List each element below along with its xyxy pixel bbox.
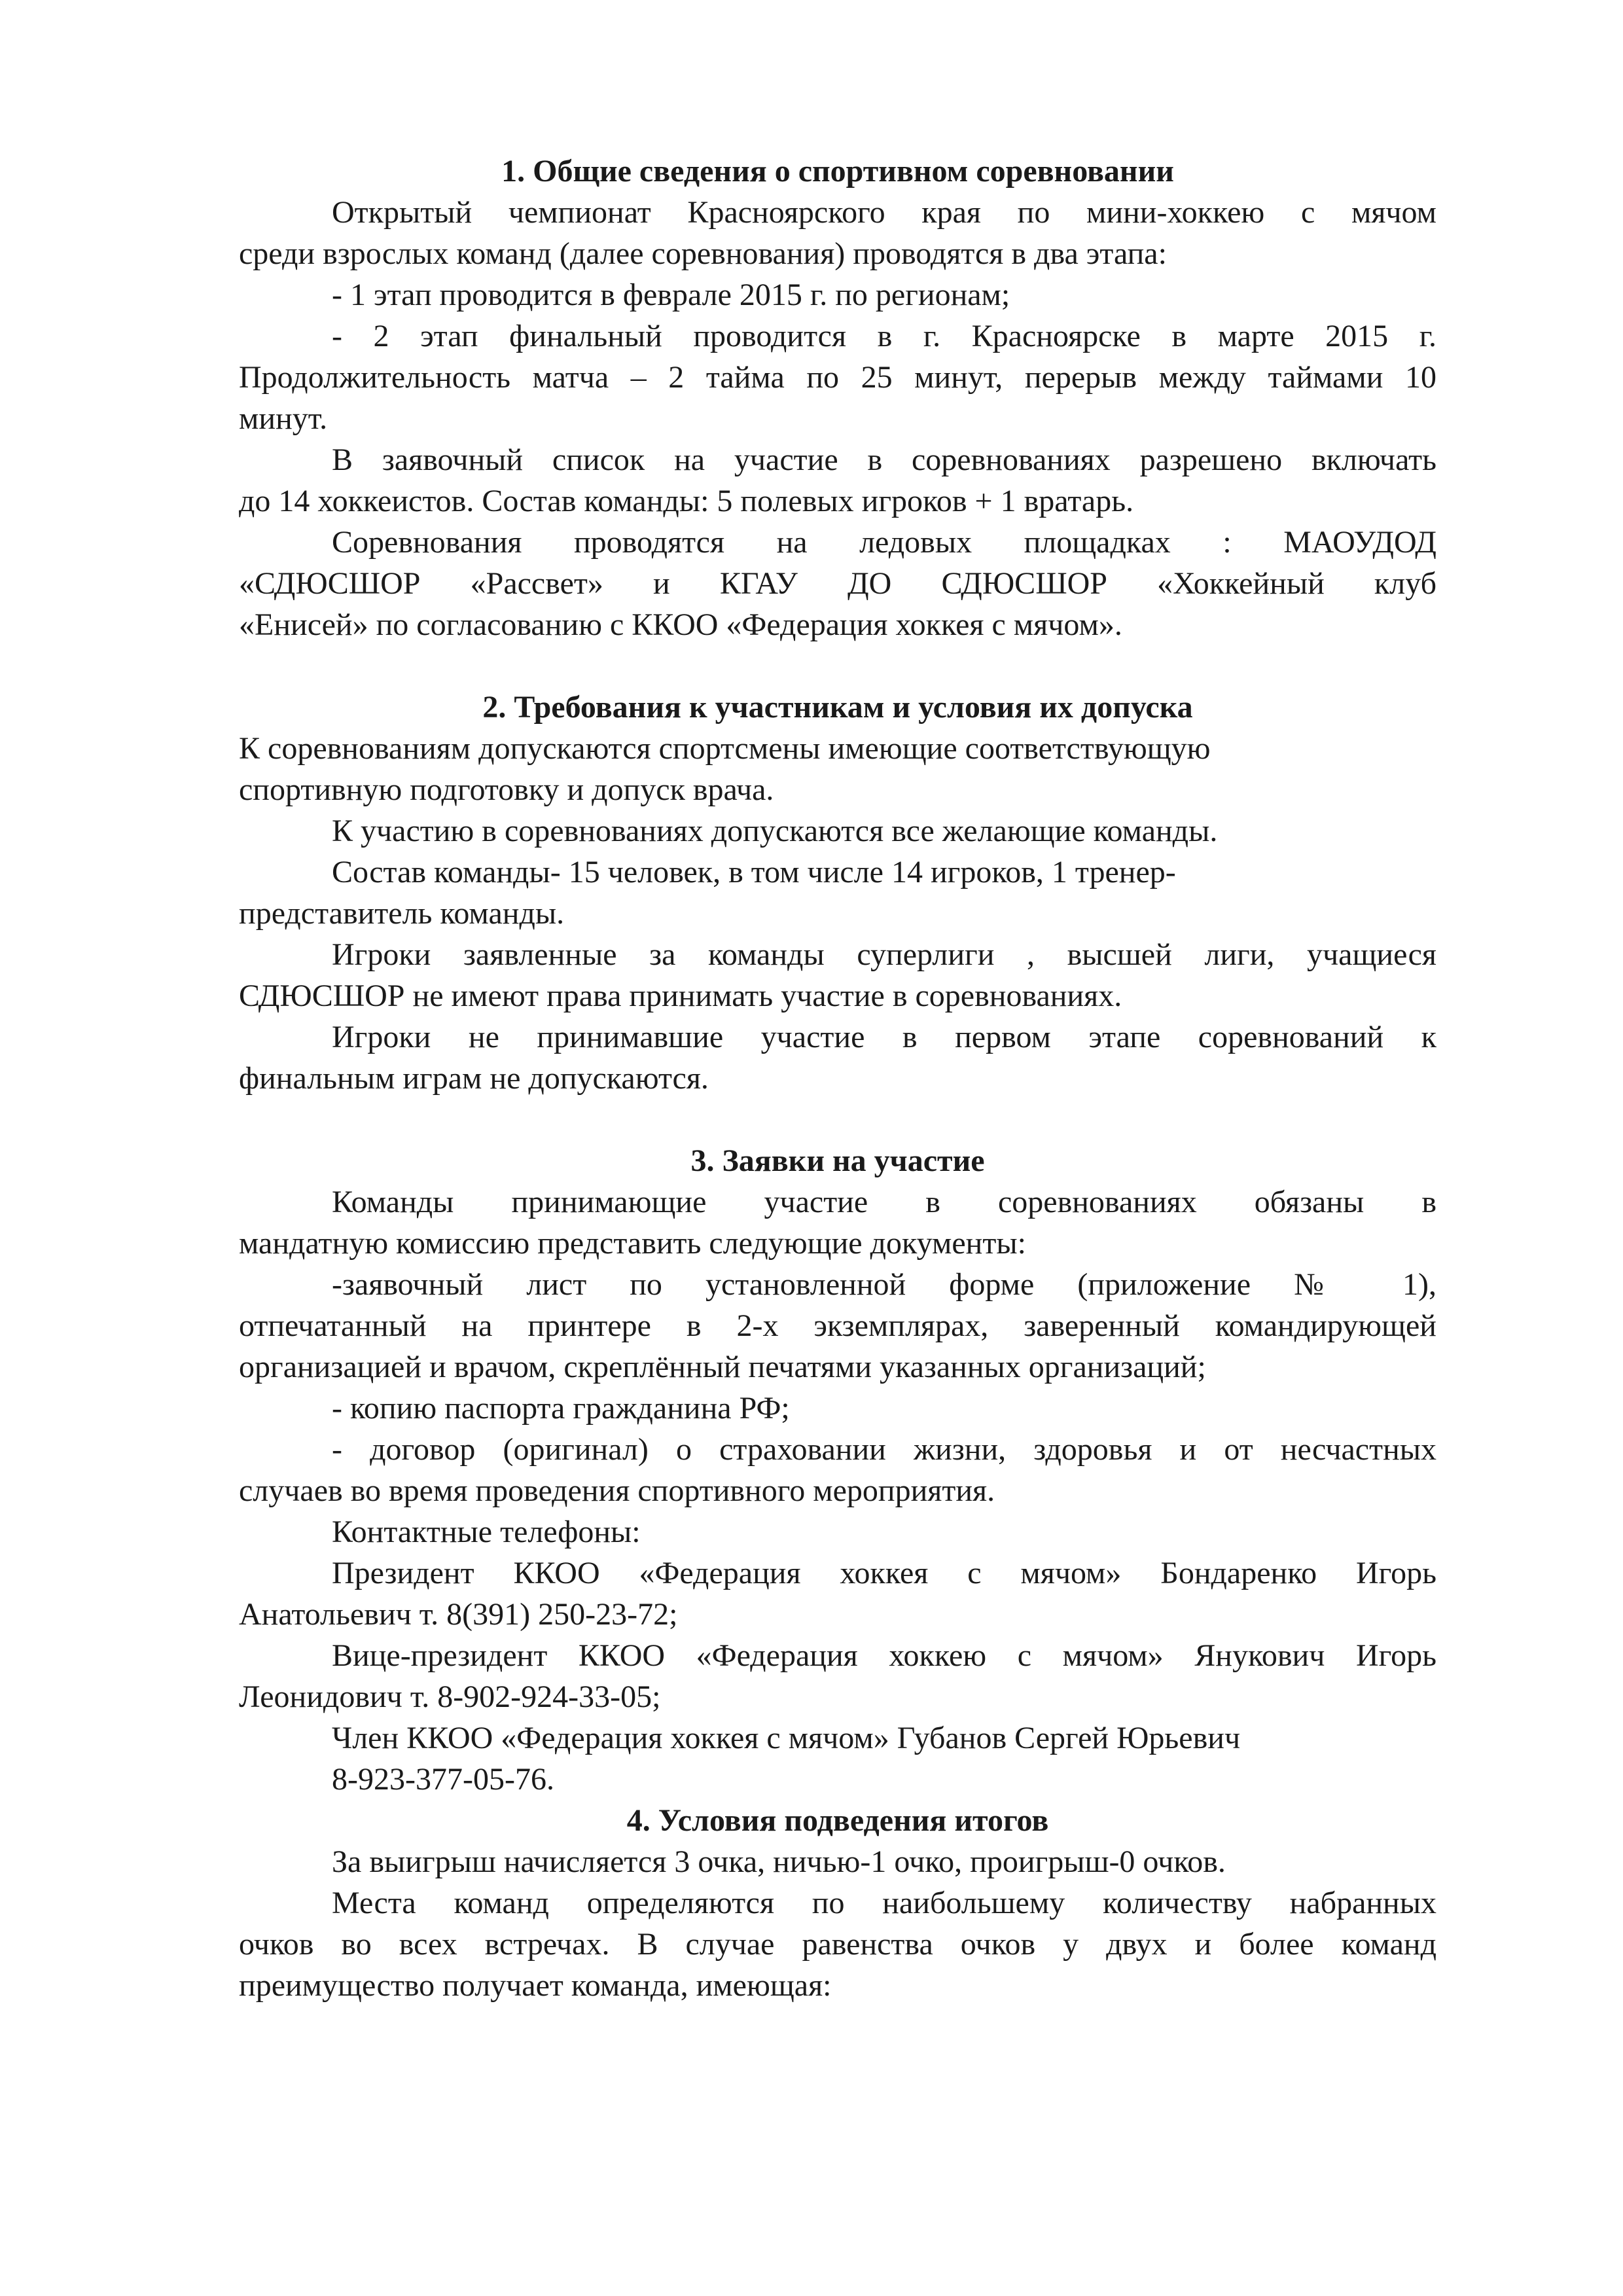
text-line: «Енисей» по согласованию с ККОО «Федерация хоккея с мячом».	[239, 607, 1122, 642]
text-line: мандатную комиссию представить следующие документы:	[239, 1226, 1026, 1261]
section-heading: 4. Условия подведения итогов	[626, 1803, 1049, 1838]
text-line: финальным играм не допускаются.	[239, 1061, 709, 1096]
text-line: организацией и врачом, скреплённый печатями указанных организаций;	[239, 1350, 1206, 1384]
text-line: Состав команды- 15 человек, в том числе 14 игроков, 1 тренер-	[332, 855, 1176, 889]
text-line: -заявочный лист по установленной форме (приложение № 1),	[332, 1267, 1436, 1302]
text-line: Продолжительность матча – 2 тайма по 25 минут, перерыв между таймами 10	[239, 360, 1436, 395]
section-gap	[239, 645, 1436, 687]
text-line: 8-923-377-05-76.	[332, 1762, 554, 1797]
section-body	[239, 728, 1436, 1099]
text-line: К соревнованиям допускаются спортсмены имеющие соответствующую	[239, 731, 1211, 766]
text-line: очков во всех встречах. В случае равенства очков у двух и более команд	[239, 1927, 1436, 1962]
text-line: - договор (оригинал) о страховании жизни, здоровья и от несчастных	[332, 1432, 1436, 1467]
text-line: «СДЮСШОР «Рассвет» и КГАУ ДО СДЮСШОР «Хоккейный клуб	[239, 566, 1436, 601]
section-general-info	[239, 151, 1436, 645]
section-heading: 2. Требования к участникам и условия их допуска	[482, 690, 1193, 725]
text-line: Игроки заявленные за команды суперлиги , высшей лиги, учащиеся	[332, 937, 1436, 972]
text-line: - 2 этап финальный проводится в г. Красноярске в марте 2015 г.	[332, 319, 1436, 353]
text-line: отпечатанный на принтере в 2-х экземплярах, заверенный командирующей	[239, 1308, 1436, 1343]
text-line: Игроки не принимавшие участие в первом этапе соревнований к	[332, 1020, 1436, 1054]
text-line: Член ККОО «Федерация хоккея с мячом» Губанов Сергей Юрьевич	[332, 1721, 1241, 1755]
text-line: Анатольевич т. 8(391) 250-23-72;	[239, 1597, 678, 1632]
section-participant-requirements	[239, 687, 1436, 1099]
text-line: Команды принимающие участие в соревнованиях обязаны в	[332, 1185, 1436, 1219]
text-line: Контактные телефоны:	[332, 1515, 641, 1549]
text-line: минут.	[239, 401, 328, 436]
text-line: - 1 этап проводится в феврале 2015 г. по регионам;	[332, 278, 1010, 312]
text-line: Вице-президент ККОО «Федерация хоккею с мячом» Янукович Игорь	[332, 1638, 1436, 1673]
text-line: спортивную подготовку и допуск врача.	[239, 772, 774, 807]
text-line: преимущество получает команда, имеющая:	[239, 1968, 832, 2003]
text-line: Соревнования проводятся на ледовых площадках : МАОУДОД	[332, 525, 1436, 560]
section-heading: 3. Заявки на участие	[690, 1143, 985, 1178]
text-line: В заявочный список на участие в соревнованиях разрешено включать	[332, 442, 1436, 477]
text-line: представитель команды.	[239, 896, 565, 931]
text-line: Открытый чемпионат Красноярского края по мини-хоккею с мячом	[332, 195, 1436, 230]
section-body	[239, 1181, 1436, 1800]
section-body	[239, 192, 1436, 645]
section-results-conditions	[239, 1800, 1436, 2006]
section-gap	[239, 1099, 1436, 1140]
text-line: случаев во время проведения спортивного мероприятия.	[239, 1473, 995, 1508]
text-line: Президент ККОО «Федерация хоккея с мячом» Бондаренко Игорь	[332, 1556, 1436, 1590]
text-line: К участию в соревнованиях допускаются все желающие команды.	[332, 814, 1218, 848]
text-line: За выигрыш начисляется 3 очка, ничью-1 очко, проигрыш-0 очков.	[332, 1844, 1226, 1879]
text-line: СДЮСШОР не имеют права принимать участие в соревнованиях.	[239, 978, 1122, 1013]
section-applications	[239, 1140, 1436, 1800]
document-page	[239, 151, 1436, 2006]
text-line: Места команд определяются по наибольшему количеству набранных	[332, 1886, 1436, 1920]
text-line: среди взрослых команд (далее соревнования) проводятся в два этапа:	[239, 236, 1167, 271]
text-line: до 14 хоккеистов. Состав команды: 5 полевых игроков + 1 вратарь.	[239, 484, 1134, 518]
text-line: Леонидович т. 8-902-924-33-05;	[239, 1679, 661, 1714]
section-heading: 1. Общие сведения о спортивном соревновании	[501, 154, 1174, 188]
text-line: - копию паспорта гражданина РФ;	[332, 1391, 790, 1426]
section-body	[239, 1841, 1436, 2006]
